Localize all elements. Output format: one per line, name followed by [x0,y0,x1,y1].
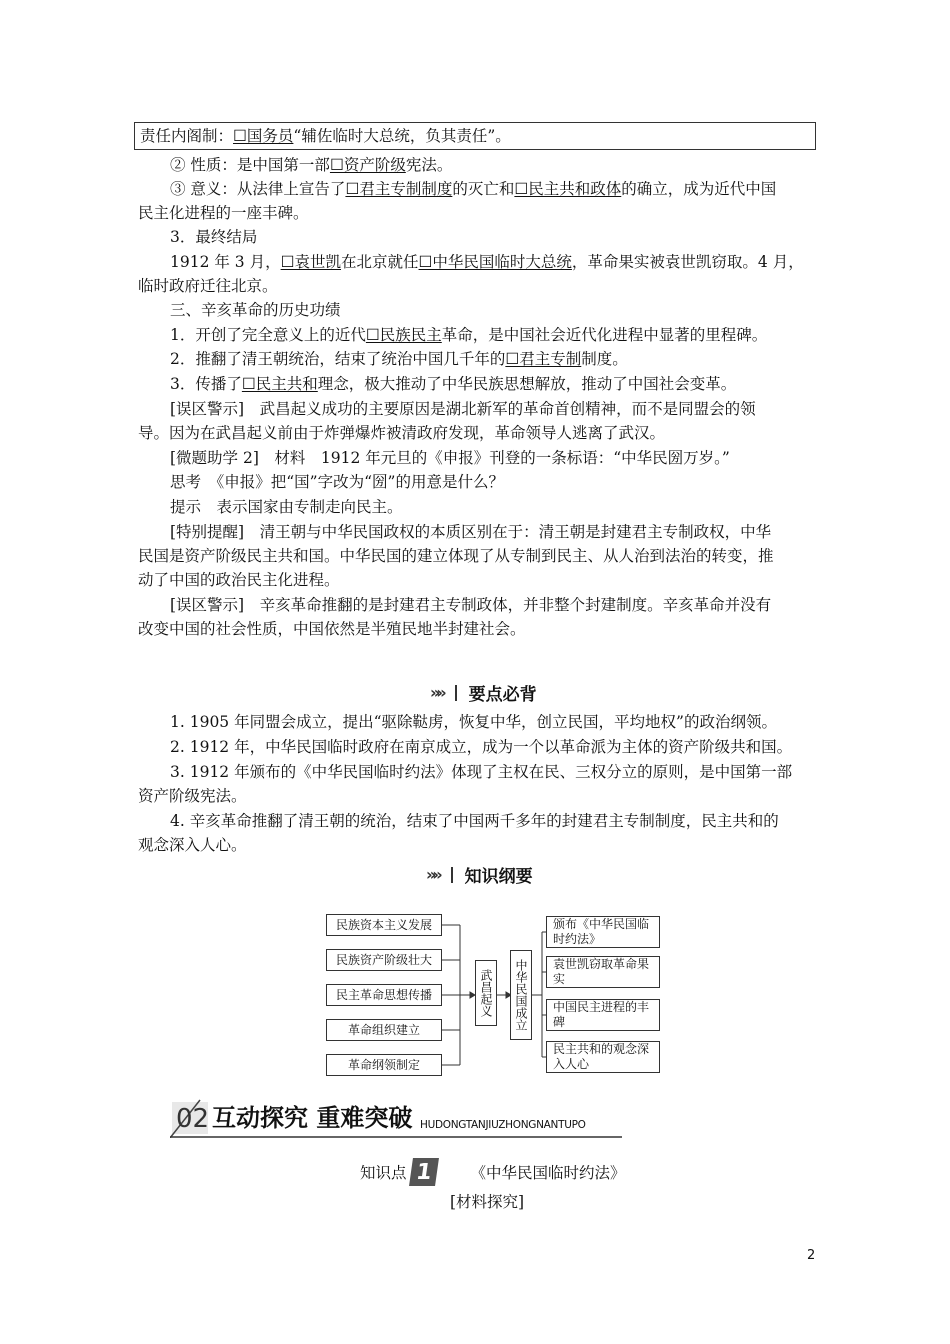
banner-title: 互动探究 重难突破 [212,1104,413,1132]
micro-question-material: [微题助学 2] 材料 1912 年元旦的《申报》刊登的一条标语：“中华民圀万岁。” [170,449,730,467]
merit-2: 2．推翻了清王朝统治，结束了统治中国几千年的☐君主专制制度。 [170,350,628,368]
cause-box-4: 革命组织建立 [326,1019,442,1041]
section-banner [170,1098,622,1138]
divider-bar [451,867,453,883]
special-reminder-line2: 民国是资产阶级民主共和国。中华民国的建立体现了从专制到民主、从人治到法治的转变，推 [138,547,774,565]
material-inquiry-label: [材料探究] [450,1193,525,1211]
key-point-4-cont: 观念深入人心。 [138,836,247,854]
key-point-3: 3. 1912 年颁布的《中华民国临时约法》体现了主权在民、三权分立的原则，是中国第一部 [170,763,793,781]
special-reminder-line1: [特别提醒] 清王朝与中华民国政权的本质区别在于：清王朝是封建君主专制政权，中华 [170,523,772,541]
constitution-nature: ② 性质：是中国第一部☐资产阶级宪法。 [170,156,453,174]
page-number: 2 [807,1248,816,1263]
outline-heading: »» 知识纲要 [426,865,533,887]
warning-1-line2: 导。因为在武昌起义前由于炸弹爆炸被清政府发现，革命领导人逃离了武汉。 [138,424,666,442]
banner-pinyin: HUDONGTANJIUZHONGNANTUPO [420,1119,586,1131]
key-point-2: 2. 1912 年，中华民国临时政府在南京成立，成为一个以革命派为主体的资产阶级共和国。 [170,738,793,756]
final-outcome-text: 1912 年 3 月，☐袁世凯在北京就任☐中华民国临时大总统，革命果实被袁世凯窃取。4 月， [170,253,804,271]
micro-question-hint: 提示 表示国家由专制走向民主。 [170,498,403,516]
heading-final-outcome: 3．最终结局 [170,228,258,246]
cause-box-1: 民族资本主义发展 [326,914,442,936]
key-point-3-cont: 资产阶级宪法。 [138,787,247,805]
warning-1-line1: [误区警示] 武昌起义成功的主要原因是湖北新军的革命首创精神，而不是同盟会的领 [170,400,756,418]
cause-box-5: 革命纲领制定 [326,1054,442,1076]
knowledge-point-heading [360,1158,626,1186]
key-points-heading: »» 要点必背 [430,683,537,705]
cause-box-2: 民族资产阶级壮大 [326,949,442,971]
merit-3: 3．传播了☐民主共和理念，极大推动了中华民族思想解放，推动了中国社会变革。 [170,375,737,393]
constitution-meaning-cont: 民主化进程的一座丰碑。 [138,204,309,222]
knowledge-point-title: 《中华民国临时约法》 [470,1164,626,1182]
cabinet-system-line: 责任内阁制：☐国务员“辅佐临时大总统，负其责任”。 [140,127,511,145]
event-box-wuchang: 武昌起义 [475,960,497,1026]
double-chevron-icon: »» [430,683,443,702]
key-point-4: 4. 辛亥革命推翻了清王朝的统治，结束了中国两千多年的封建君主专制制度，民主共和的 [170,812,779,830]
double-chevron-icon: »» [426,865,439,884]
result-box-2: 袁世凯窃取革命果实 [546,956,660,988]
final-outcome-cont: 临时政府迁往北京。 [138,277,278,295]
constitution-meaning: ③ 意义：从法律上宣告了☐君主专制制度的灭亡和☐民主共和政体的确立，成为近代中国 [170,180,777,198]
special-reminder-line3: 动了中国的政治民主化进程。 [138,571,340,589]
knowledge-point-prefix: 知识点 [360,1164,407,1182]
result-box-3: 中国民主进程的丰碑 [546,999,660,1031]
event-box-roc-founding: 中华民国成立 [510,950,532,1040]
banner-number: 02 [176,1104,210,1134]
micro-question-think: 思考 《申报》把“国”字改为“圀”的用意是什么？ [170,473,504,491]
warning-2-line2: 改变中国的社会性质，中国依然是半殖民地半封建社会。 [138,620,526,638]
merit-1: 1．开创了完全意义上的近代☐民族民主革命，是中国社会近代化进程中显著的里程碑。 [170,326,768,344]
knowledge-point-number-badge: 1 [409,1158,439,1186]
cause-box-3: 民主革命思想传播 [326,984,442,1006]
divider-bar [455,685,457,701]
key-point-1: 1. 1905 年同盟会成立，提出“驱除鞑虏，恢复中华，创立民国，平均地权”的政治纲领。 [170,713,777,731]
warning-2-line1: [误区警示] 辛亥革命推翻的是封建君主专制政体，并非整个封建制度。辛亥革命并没有 [170,596,772,614]
result-box-1: 颁布《中华民国临时约法》 [546,916,660,948]
result-box-4: 民主共和的观念深入人心 [546,1041,660,1073]
section-heading-merits: 三、辛亥革命的历史功绩 [170,301,341,319]
